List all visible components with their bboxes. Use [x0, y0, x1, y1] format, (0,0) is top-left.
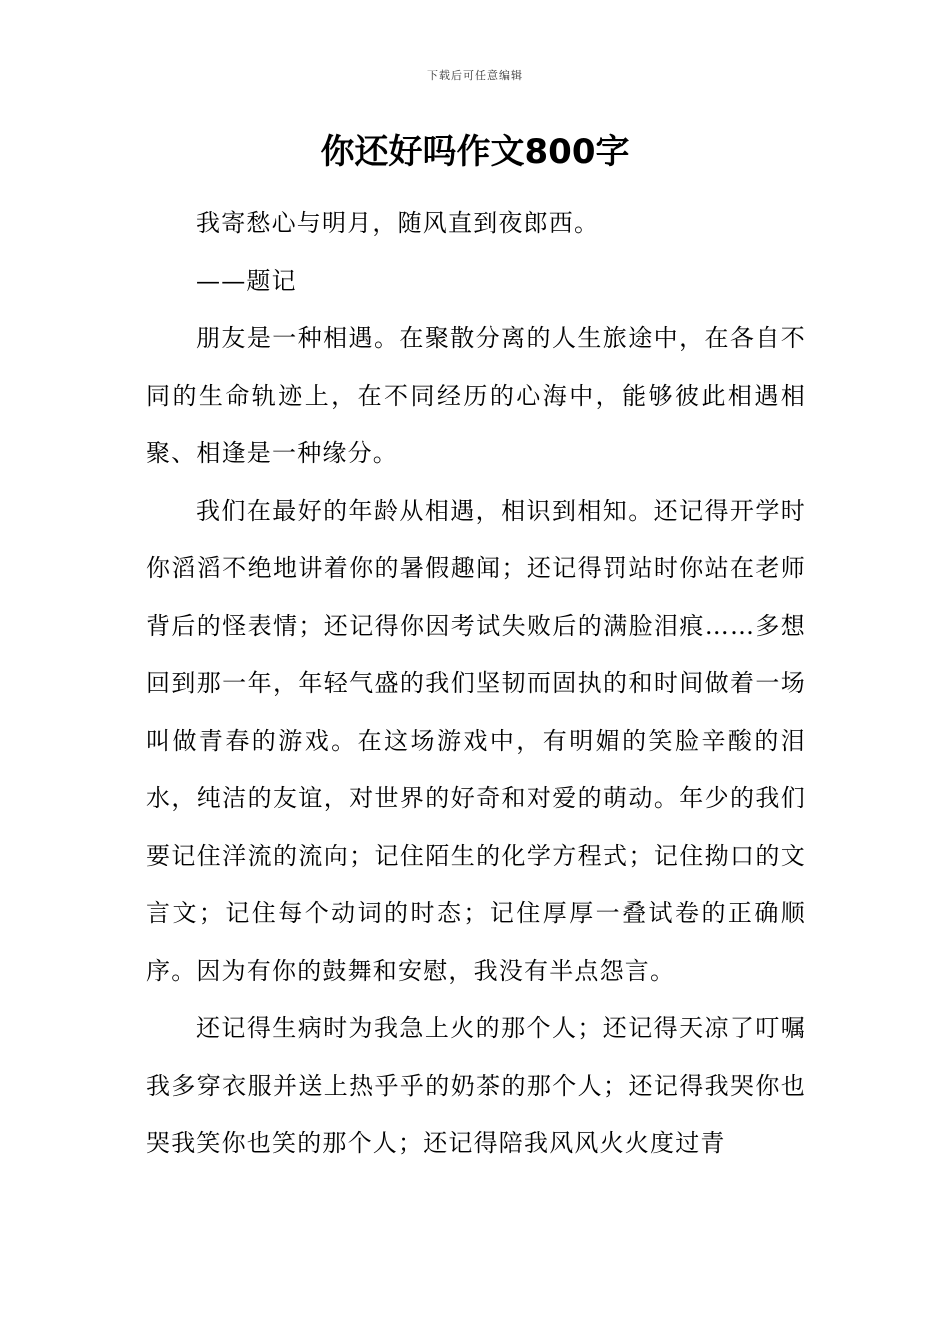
paragraph: 朋友是一种相遇。在聚散分离的人生旅途中，在各自不同的生命轨迹上，在不同经历的心海中，能够彼此相遇相聚、相逢是一种缘分。 — [146, 324, 806, 467]
paragraph: 还记得生病时为我急上火的那个人；还记得天凉了叮嘱我多穿衣服并送上热乎乎的奶茶的那个人；还记得我哭你也哭我笑你也笑的那个人；还记得陪我风风火火度过青 — [146, 1014, 806, 1157]
epigraph-line: 我寄愁心与明月，随风直到夜郎西。 — [196, 209, 600, 237]
header-note: 下载后可任意编辑 — [427, 69, 523, 82]
document-body — [146, 195, 806, 1173]
page-title: 你还好吗作文800字 — [320, 132, 630, 172]
epigraph-attribution: ——题记 — [196, 266, 297, 295]
paragraph: 我们在最好的年龄从相遇，相识到相知。还记得开学时你滔滔不绝地讲着你的暑假趣闻；还记得罚站时你站在老师背后的怪表情；还记得你因考试失败后的满脸泪痕……多想回到那一年，年轻气盛的我们坚韧而固执的和时间做着一场叫做青春的游戏。在这场游戏中，有明媚的笑脸辛酸的泪水，纯洁的友谊，对世界的好奇和对爱的萌动。年少的我们要记住洋流的流向；记住陌生的化学方程式；记住拗口的文言文；记住每个动词的时态；记住厚厚一叠试卷的正确顺序。因为有你的鼓舞和安慰，我没有半点怨言。 — [146, 496, 806, 985]
